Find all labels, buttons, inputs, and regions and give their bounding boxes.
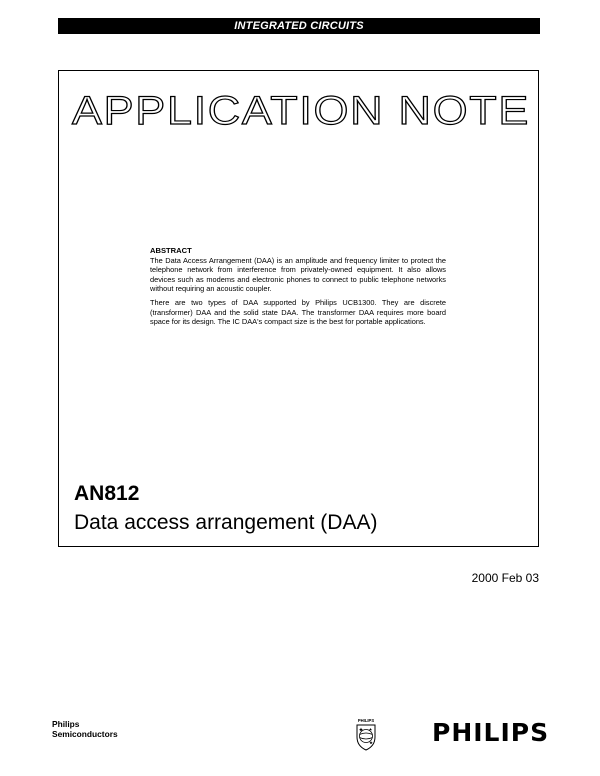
company-line-1: Philips — [52, 719, 80, 729]
abstract-paragraph-1: The Data Access Arrangement (DAA) is an amplitude and frequency limiter to protect the telephone network from interference from privately-owned equipment. It also allows devices such as modems and electronic phones to connect to public telephone networks without requiring an acoustic coupler. — [150, 255, 446, 294]
shield-label: PHILIPS — [357, 718, 375, 723]
philips-shield-icon — [354, 717, 378, 751]
header-banner: INTEGRATED CIRCUITS — [58, 18, 540, 34]
document-title: Data access arrangement (DAA) — [74, 511, 378, 534]
abstract-heading: ABSTRACT — [150, 246, 192, 255]
company-line-2: Semiconductors — [52, 729, 118, 739]
doc-type-title — [72, 86, 532, 132]
company-name — [52, 719, 118, 739]
philips-brand-logo: PHILIPS — [432, 718, 550, 747]
document-number: AN812 — [74, 482, 140, 505]
abstract-paragraph-2: There are two types of DAA supported by Philips UCB1300. They are discrete (transformer) DAA and the solid state DAA. The transformer DAA requires more board space for its design. The IC DAA's compact size is the best for portable applications. — [150, 297, 446, 327]
abstract-block — [150, 246, 446, 331]
doc-type-text: APPLICATION NOTE — [72, 89, 530, 133]
document-date: 2000 Feb 03 — [471, 571, 539, 585]
